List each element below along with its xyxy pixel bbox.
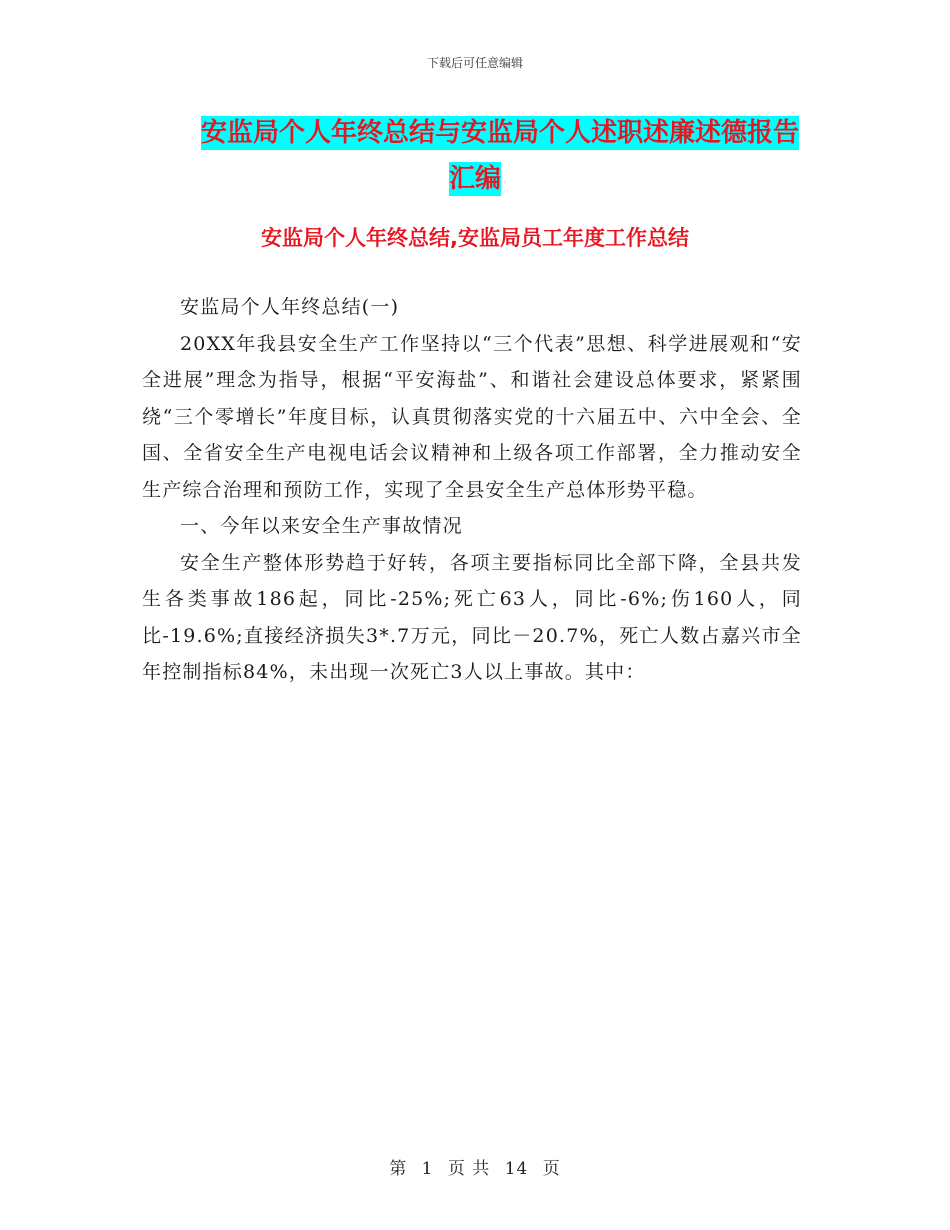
paragraph-intro: 20XX年我县安全生产工作坚持以“三个代表”思想、科学进展观和“安全进展”理念为指导，根据“平安海盐”、和谐社会建设总体要求，紧紧围绕“三个零增长”年度目标，认真贯彻落实党的十六届五中、六中全会、全国、全省安全生产电视电话会议精神和上级各项工作部署，全力推动安全生产综合治理和预防工作，实现了全县安全生产总体形势平稳。 <box>142 332 802 501</box>
paragraph-subtitle: 安监局个人年终总结(一) <box>180 296 400 318</box>
footer-total-pages: 14 <box>504 1159 529 1179</box>
document-body <box>142 289 802 691</box>
document-title <box>0 110 950 202</box>
footer-page-number: 1 <box>421 1159 434 1179</box>
header-note: 下载后可任意编辑 <box>426 56 523 70</box>
page-footer <box>0 1154 950 1179</box>
paragraph-accidents: 安全生产整体形势趋于好转，各项主要指标同比全部下降，全县共发生各类事故186起，同比-25%;死亡63人，同比-6%;伤160人，同比-19.6%;直接经济损失3*.7万元，同比－20.7%，死亡人数占嘉兴市全年控制指标84%，未出现一次死亡3人以上事故。其中： <box>142 551 802 683</box>
footer-middle: 页 共 <box>447 1159 491 1179</box>
footer-suffix: 页 <box>542 1159 561 1179</box>
section-title: 安监局个人年终总结,安监局员工年度工作总结 <box>261 226 689 250</box>
paragraph-heading-1: 一、今年以来安全生产事故情况 <box>180 515 463 537</box>
footer-prefix: 第 <box>389 1159 408 1179</box>
title-line-1: 安监局个人年终总结与安监局个人述职述廉述德报告 <box>200 118 799 148</box>
title-line-2: 汇编 <box>448 164 501 194</box>
